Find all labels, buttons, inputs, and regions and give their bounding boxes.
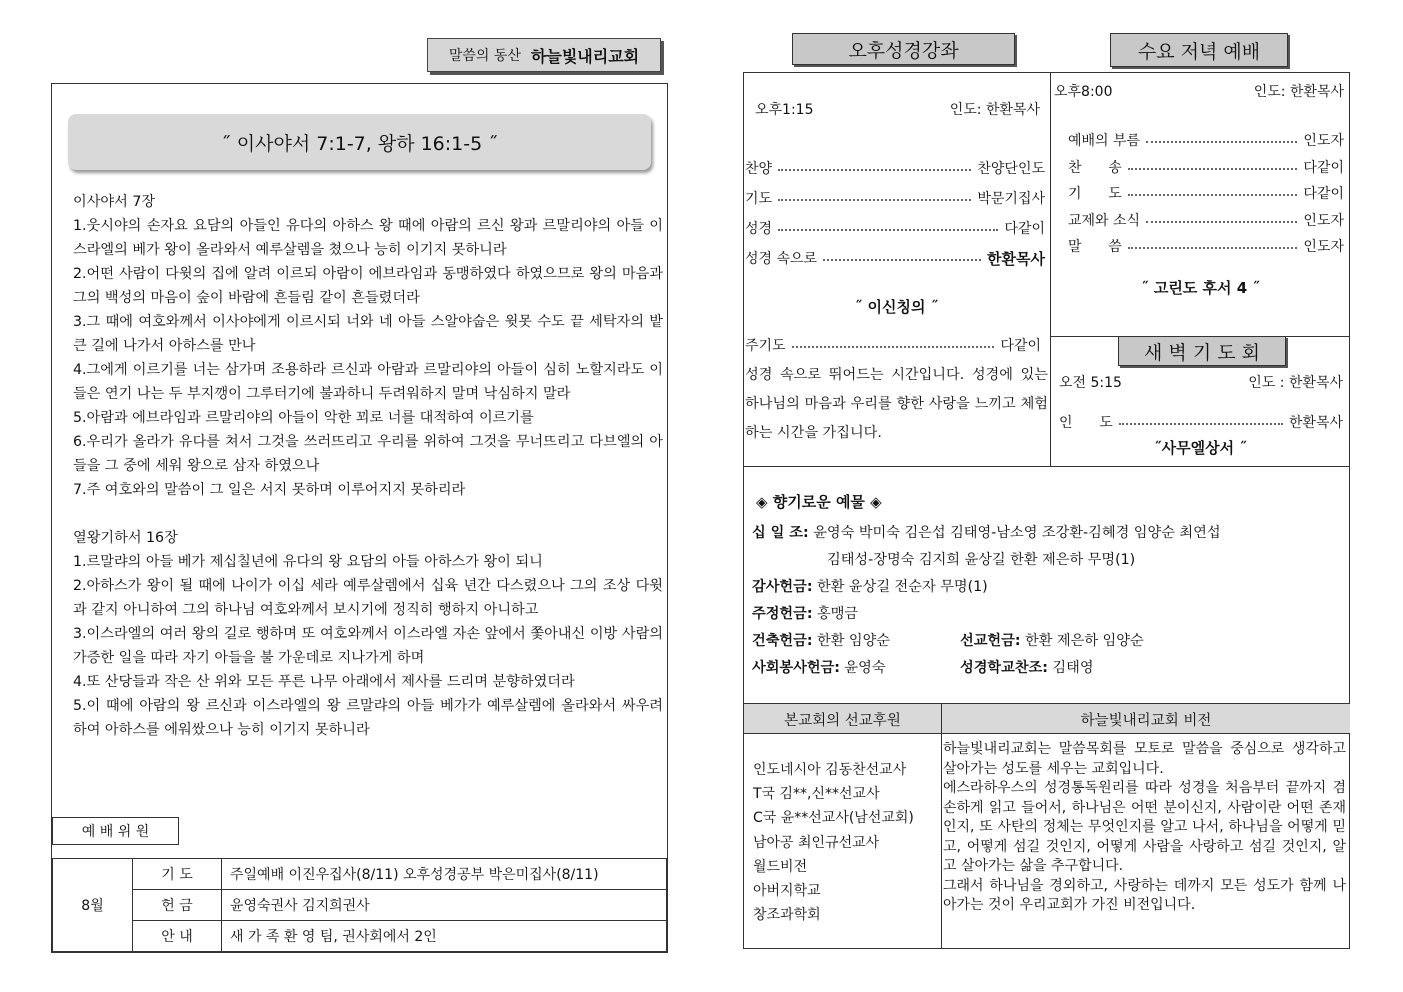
roster-role: 기 도: [133, 859, 222, 890]
offering-names: 윤영숙 박미숙 김은섭 김태영-남소영 조강환-김혜경 임양순 최연섭: [813, 524, 1221, 541]
roster-value: 새 가 족 환 영 팀, 권사회에서 2인: [222, 921, 667, 952]
offerings-title: ◈ 향기로운 예물 ◈: [756, 493, 882, 511]
offering-names: 김태성-장명숙 김지희 윤상길 한환 제은하 무명(1): [827, 551, 1136, 568]
offering-line: [752, 572, 1342, 599]
wednesday-sermon-title: ˝ 고린도 후서 4 ˝: [1141, 279, 1260, 297]
order-item: [1068, 154, 1344, 181]
order-label: 말 씀: [1068, 239, 1122, 256]
offering-line: [752, 518, 1342, 545]
order-label: 성경 속으로: [745, 251, 818, 267]
mission-item: T국 김**,신**선교사: [753, 786, 880, 803]
scripture-line: 5.아람과 에브라임과 르말리야의 아들이 악한 꾀로 너를 대적하여 이르기를: [73, 410, 534, 426]
wednesday-order: [1068, 127, 1344, 260]
church-tag-prefix: 말씀의 동산: [448, 48, 521, 64]
order-value: 찬양단인도: [977, 161, 1045, 177]
order-value: 다같이: [1303, 186, 1344, 203]
church-tag: [427, 38, 661, 72]
dawn-leader: 인도 : 한환목사: [1248, 375, 1343, 391]
roster-row: [53, 890, 667, 921]
scripture-line: 3.그 때에 여호와께서 이사야에게 이르시되 너와 네 아들 스알야숩은 윗못 수도 끝 세탁자의 밭 큰 길에 나가서 아하스를 만나: [73, 314, 663, 354]
scripture-line: 6.우리가 올라가 유다를 쳐서 그것을 쓰러뜨리고 우리를 위하여 그것을 무너뜨리고 다브엘의 아들을 그 중에 세워 왕으로 삼자 하였으나: [73, 434, 663, 474]
scripture-line: 2.어떤 사람이 다윗의 집에 알려 이르되 아람이 에브라임과 동맹하였다 하였으므로 왕의 마음과 그의 백성의 마음이 숲이 바람에 흔들림 같이 흔들렸더라: [73, 266, 663, 306]
offering-label: 사회봉사헌금:: [752, 659, 840, 676]
mission-item: 인도네시아 김동찬선교사: [753, 762, 907, 778]
order-item: [1068, 207, 1344, 234]
offering-names: 한환 제은하 임양순: [1025, 632, 1144, 649]
offering-line: [752, 626, 1342, 653]
afternoon-order: [745, 153, 1045, 273]
scripture-line: 1.웃시야의 손자요 요담의 아들인 유다의 아하스 왕 때에 아람의 르신 왕과 르말리야의 아들 이스라엘의 베가 왕이 올라와서 예루살렘을 쳤으나 능히 이기지 못하니라: [73, 218, 663, 258]
roster-row: [53, 859, 667, 890]
order-value: 한환목사: [1288, 415, 1343, 431]
order-item: [1068, 180, 1344, 207]
wednesday-service-header: 수요 저녁 예배: [1110, 33, 1288, 67]
order-label: 기도: [745, 191, 773, 207]
order-label: 기 도: [1068, 186, 1122, 203]
dawn-prayer-header: 새 벽 기 도 회: [1118, 336, 1286, 366]
offering-line: [752, 653, 1342, 680]
dawn-sermon-title: ˝사무엘상서 ˝: [1154, 439, 1247, 457]
scripture-text: [73, 190, 663, 742]
divider: [1050, 73, 1051, 467]
offering-label: 십 일 조:: [752, 524, 809, 541]
divider: [941, 704, 942, 949]
mission-item: C국 윤**선교사(남선교회): [753, 810, 914, 827]
vision-header: 하늘빛내리교회 비전: [1080, 712, 1212, 729]
roster-month: 8월: [53, 859, 133, 952]
dawn-lead-row: [1059, 410, 1343, 434]
wednesday-time: 오후8:00: [1054, 84, 1113, 100]
order-item: [745, 183, 1045, 213]
order-value: 다같이: [1303, 159, 1344, 176]
order-label: 찬 송: [1068, 159, 1122, 176]
offering-line: [752, 599, 1342, 626]
offering-names: 한환 윤상길 전순자 무명(1): [817, 578, 988, 595]
scripture-line: 열왕기하서 16장: [73, 530, 178, 546]
order-item: [1068, 233, 1344, 260]
order-value: 인도자: [1303, 239, 1344, 256]
order-value: 박문기집사: [977, 191, 1045, 207]
mission-item: 남아공 최인규선교사: [753, 834, 880, 851]
roster-role: 헌 금: [133, 890, 222, 921]
order-value: 인도자: [1303, 133, 1344, 150]
wednesday-time-row: [1054, 81, 1344, 101]
order-value: 인도자: [1303, 212, 1344, 229]
order-label: 예배의 부름: [1068, 133, 1141, 150]
afternoon-leader: 인도: 한환목사: [949, 102, 1040, 118]
offering-label: 성경학교찬조:: [960, 659, 1048, 676]
scripture-line: 5.이 때에 아람의 왕 르신과 이스라엘의 왕 르말랴의 아들 베가가 예루살렘에 올라와서 싸우려 하여 아하스를 에워쌌으나 능히 이기지 못하니라: [73, 698, 663, 738]
afternoon-time: 오후1:15: [755, 102, 814, 118]
missions-list: [753, 758, 938, 927]
order-label: 인 도: [1059, 415, 1113, 431]
order-label: 교제와 소식: [1068, 212, 1141, 229]
afternoon-class-header: 오후성경강좌: [792, 33, 1015, 65]
missions-header: 본교회의 선교후원: [784, 712, 901, 729]
order-value: 다같이: [1004, 221, 1045, 237]
offering-line: [752, 545, 1342, 572]
scripture-line: 4.또 산당들과 작은 산 위와 모든 푸른 나무 아래에서 제사를 드리며 분향하였더라: [73, 674, 575, 690]
order-item: [1068, 127, 1344, 154]
mission-item: 창조과학회: [753, 907, 821, 924]
afternoon-time-row: [755, 99, 1040, 119]
order-value: 한환목사: [987, 249, 1045, 268]
dawn-time-row: [1059, 372, 1343, 392]
roster-value: 윤영숙권사 김지희권사: [222, 890, 667, 921]
order-value: 다같이: [1000, 338, 1041, 354]
scripture-line: 1.르말랴의 아들 베가 제십칠년에 유다의 왕 요담의 아들 아하스가 왕이 되니: [73, 554, 543, 570]
offering-label: 선교헌금:: [960, 632, 1021, 649]
order-label: 찬양: [745, 161, 773, 177]
order-item: [745, 153, 1045, 183]
scripture-line: 4.그에게 이르기를 너는 삼가며 조용하라 르신과 아람과 르말리야의 아들이 심히 노할지라도 이들은 연기 나는 두 부지깽이 그루터기에 불과하니 두려워하지 말며 낙심하지 말라: [73, 362, 663, 402]
afternoon-description: 성경 속으로 뛰어드는 시간입니다. 성경에 있는 하나님의 마음과 우리를 향한 사랑을 느끼고 체험하는 시간을 가집니다.: [745, 367, 1048, 441]
mission-item: 아버지학교: [753, 883, 821, 900]
vision-text: 하늘빛내리교회는 말씀목회를 모토로 말씀을 중심으로 생각하고 살아가는 성도를 세우는 교회입니다. 에스라하우스의 성경통독원리를 따라 성경을 처음부터 끝까지 겸손하게 읽고 들어서, 하나님은 어떤 분이신지, 사람이란 어떤 존재인지, 또 사탄의 정체는 무엇인지를 알고 나서, 하나님을 어떻게 믿고, 어떻게 섬길 것인지, 어떻게 사람을 사랑하고 섬길 것인지, 알고 살아가는 삶을 추구합니다. 그래서 하나님을 경외하고, 사랑하는 데까지 모든 성도가 함께 나아가는 것이 우리교회가 가진 비전입니다.: [943, 741, 1346, 913]
roster-row: [53, 921, 667, 952]
offerings-list: [752, 518, 1342, 680]
order-item: [745, 213, 1045, 243]
offering-names: 윤영숙: [844, 659, 886, 676]
roster-role: 안 내: [133, 921, 222, 952]
roster-value: 주일예배 이진우집사(8/11) 오후성경공부 박은미집사(8/11): [222, 859, 667, 890]
church-name: 하늘빛내리교회: [530, 46, 640, 66]
scripture-line: 2.아하스가 왕이 될 때에 나이가 이십 세라 예루살렘에서 십육 년간 다스렸으나 그의 조상 다윗과 같지 아니하여 그의 하나님 여호와께서 보시기에 정직히 행하지 아니하고: [73, 578, 663, 618]
scripture-title: ˝ 이사야서 7:1-7, 왕하 16:1-5 ˝: [68, 114, 651, 170]
offering-label: 주정헌금:: [752, 605, 813, 622]
worship-committee-label: 예 배 위 원: [52, 817, 179, 845]
offering-label: 감사헌금:: [752, 578, 813, 595]
wednesday-leader: 인도: 한환목사: [1253, 84, 1344, 100]
offering-names: 한환 임양순: [817, 632, 891, 649]
offering-names: 김태영: [1052, 659, 1094, 676]
divider: [744, 466, 1350, 467]
order-item: [745, 243, 1045, 273]
offering-label: 건축헌금:: [752, 632, 813, 649]
scripture-spacer: [73, 502, 663, 526]
offering-names: 홍맹금: [817, 605, 859, 622]
scripture-line: 3.이스라엘의 여러 왕의 길로 행하며 또 여호와께서 이스라엘 자손 앞에서 쫓아내신 이방 사람의 가증한 일을 따라 자기 아들을 불 가운데로 지나가게 하며: [73, 626, 663, 666]
order-label: 주기도: [745, 338, 786, 354]
afternoon-benediction: [745, 333, 1041, 357]
dawn-time: 오전 5:15: [1059, 375, 1122, 391]
worship-roster: [52, 858, 667, 952]
mission-item: 월드비전: [753, 858, 808, 875]
scripture-line: 7.주 여호와의 말씀이 그 일은 서지 못하며 이루어지지 못하리라: [73, 482, 466, 498]
afternoon-sermon-title: ˝ 이신칭의 ˝: [854, 298, 939, 316]
scripture-line: 이사야서 7장: [73, 194, 156, 210]
order-label: 성경: [745, 221, 773, 237]
